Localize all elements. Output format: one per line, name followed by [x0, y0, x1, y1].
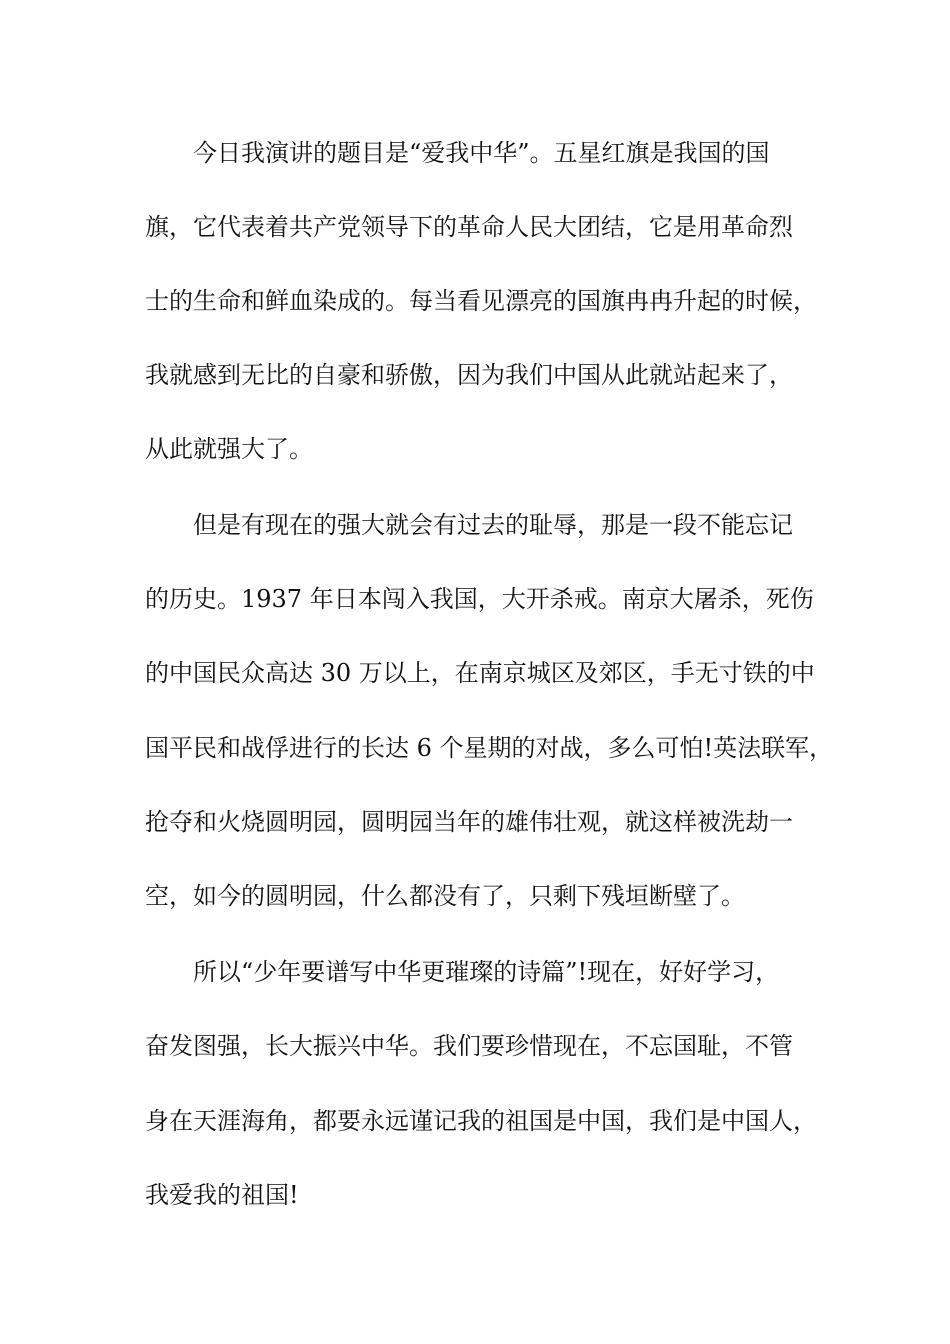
paragraph-2-line-3: 的中国民众高达 30 万以上，在南京城区及郊区，手无寸铁的中	[145, 659, 815, 687]
paragraph-1-line-4: 我就感到无比的自豪和骄傲，因为我们中国从此就站起来了，	[145, 361, 793, 389]
paragraph-1-line-3: 士的生命和鲜血染成的。每当看见漂亮的国旗冉冉升起的时候，	[145, 287, 817, 315]
paragraph-1-line-5: 从此就强大了。	[145, 435, 313, 463]
paragraph-2-line-6: 空，如今的圆明园，什么都没有了，只剩下残垣断壁了。	[145, 882, 745, 910]
paragraph-2-line-5: 抢夺和火烧圆明园，圆明园当年的雄伟壮观，就这样被洗劫一	[145, 808, 793, 836]
paragraph-3-line-1: 所以“少年要谱写中华更璀璨的诗篇”!现在，好好学习，	[193, 958, 780, 986]
paragraph-2-line-4: 国平民和战俘进行的长达 6 个星期的对战，多么可怕!英法联军，	[145, 734, 834, 762]
paragraph-3-line-2: 奋发图强，长大振兴中华。我们要珍惜现在，不忘国耻，不管	[145, 1032, 793, 1060]
paragraph-3-line-4: 我爱我的祖国!	[145, 1181, 299, 1209]
paragraph-2-line-2: 的历史。1937 年日本闯入我国，大开杀戒。南京大屠杀，死伤	[145, 585, 814, 613]
paragraph-1-line-2: 旗，它代表着共产党领导下的革命人民大团结，它是用革命烈	[145, 213, 793, 241]
paragraph-1-line-1: 今日我演讲的题目是“爱我中华”。五星红旗是我国的国	[193, 139, 770, 167]
paragraph-2-line-1: 但是有现在的强大就会有过去的耻辱，那是一段不能忘记	[193, 511, 793, 539]
paragraph-3-line-3: 身在天涯海角，都要永远谨记我的祖国是中国，我们是中国人，	[145, 1107, 817, 1135]
